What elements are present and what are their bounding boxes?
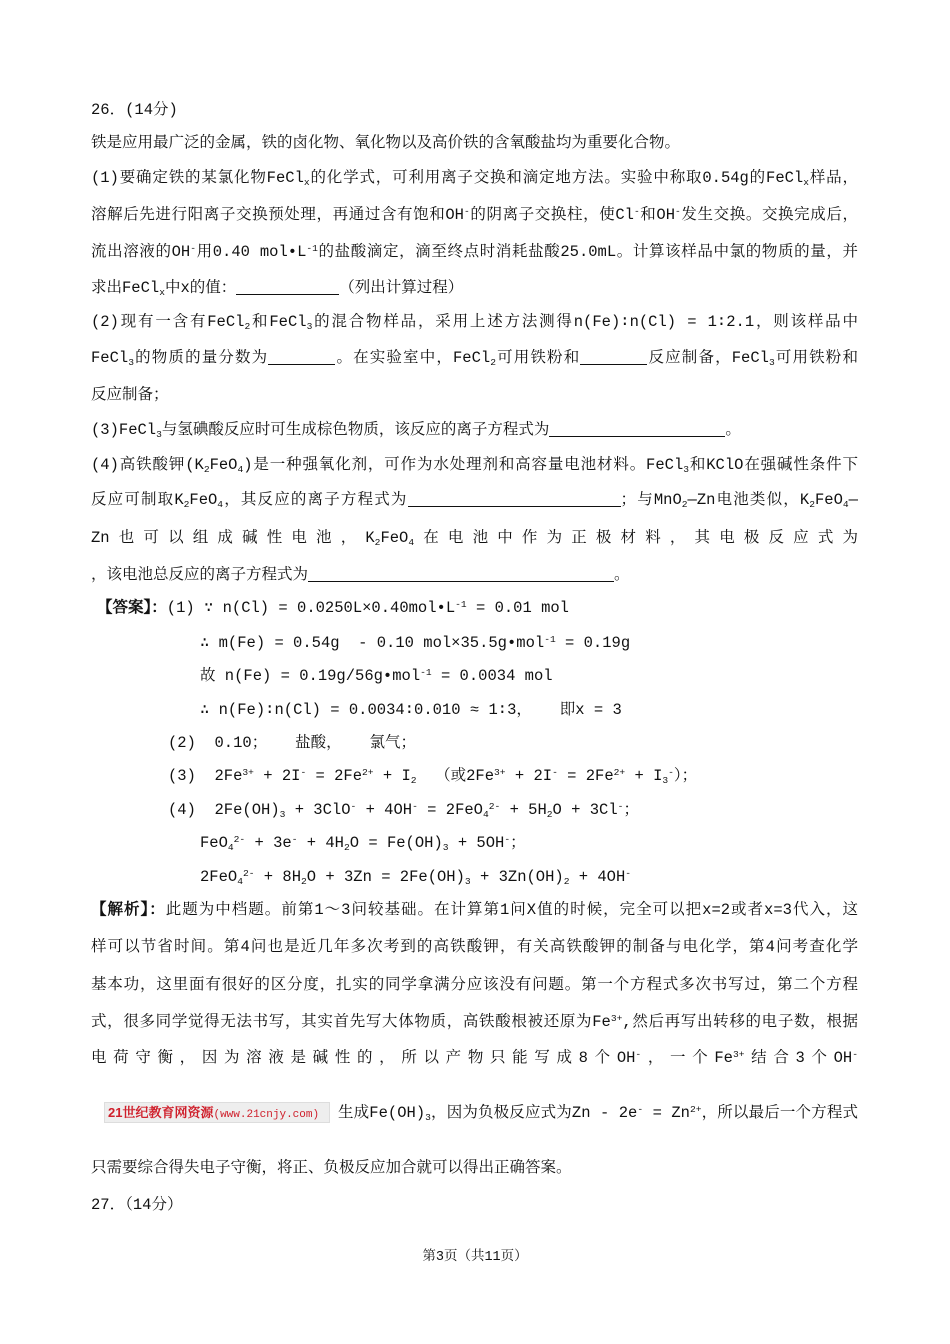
watermark-url: (www.21cnjy.com) <box>213 1109 320 1121</box>
text-run: + 2I <box>253 767 301 785</box>
subscript: 4 <box>237 464 244 476</box>
text-run: 求出FeCl <box>91 279 160 297</box>
watermark-logo <box>104 1102 330 1123</box>
subscript: 3 <box>156 429 162 441</box>
section-label: 【答案】： <box>97 599 167 617</box>
text-run: ； <box>510 834 526 852</box>
subscript: 2 <box>203 464 210 476</box>
text-run: = 0.0034 mol <box>431 667 553 685</box>
text-run: ，所以最后一个方程式 <box>701 1104 858 1122</box>
analysis-line-3 <box>91 973 858 997</box>
subscript: x <box>803 177 809 189</box>
superscript: 2+ <box>362 766 374 778</box>
text-run: (4) 2Fe(OH) <box>168 801 280 819</box>
q26-part2-line-1 <box>91 310 858 334</box>
text-run: 在电池中作为正极材料，其电极反应式为 <box>414 529 858 547</box>
subscript: 3 <box>464 876 471 888</box>
subscript: 2 <box>183 499 190 511</box>
answer-blank <box>549 421 725 438</box>
q26-part3-line <box>91 418 741 442</box>
text-run: 式，很多同学觉得无法书写，其实首先写大体物质，高铁酸根被还原为Fe <box>91 1013 611 1031</box>
text-run: = 2FeO <box>417 801 483 819</box>
text-run: + 2I <box>505 767 553 785</box>
q26-part2-line-3 <box>91 383 169 407</box>
text-run: + 3e <box>245 834 292 852</box>
subscript: 3 <box>306 321 313 333</box>
text-run: 样可以节省时间。第4问也是近几年多次考到的高铁酸钾，有关高铁酸钾的制备与电化学，第4问考查化学 <box>91 938 858 956</box>
superscript: -1 <box>420 666 432 678</box>
text-run: 样品， <box>809 169 858 187</box>
text-run: — <box>848 491 858 509</box>
subscript: 4 <box>227 842 234 854</box>
text-run: 的混合物样品，采用上述方法测得n(Fe)∶n(Cl) = 1∶2.1，则该样品中 <box>312 313 858 331</box>
superscript: - <box>633 205 640 217</box>
superscript: 2- <box>242 867 255 879</box>
text-run: —Zn电池类似，K <box>687 491 810 509</box>
superscript: - <box>852 1048 858 1060</box>
text-run: FeO <box>189 491 218 509</box>
answer-blank <box>408 491 621 508</box>
subscript: 3 <box>128 357 134 369</box>
superscript: - <box>190 242 196 254</box>
subscript: 3 <box>442 842 449 854</box>
answer-line-9 <box>200 865 631 889</box>
subscript: 4 <box>237 876 243 888</box>
superscript: 3+ <box>494 766 506 778</box>
answer-line-6 <box>168 764 697 788</box>
subscript: x <box>303 177 310 189</box>
text-run: 反应制备； <box>91 386 169 404</box>
text-run: + 4H <box>297 834 344 852</box>
text-run: 。在实验室中，FeCl <box>335 349 491 367</box>
answer-line-5 <box>168 731 416 755</box>
subscript: 2 <box>563 876 570 888</box>
text-run: 反应可制取K <box>91 491 184 509</box>
q26-intro: 铁是应用最广泛的金属，铁的卤化物、氧化物以及高价铁的含氧酸盐均为重要化合物。 <box>91 134 681 152</box>
text-run: ，其反应的离子方程式为 <box>223 491 408 509</box>
superscript: - <box>552 766 558 778</box>
text-run: O + 3Cl <box>552 801 618 819</box>
text-run: 此题为中档题。前第1～3问较基础。在计算第1问X值的时候，完全可以把x=2或者x=3代入，这 <box>165 901 858 919</box>
answer-line-3 <box>200 664 553 688</box>
q26-part1-line-2 <box>91 203 858 227</box>
text-run: O + 3Zn = 2Fe(OH) <box>306 868 465 886</box>
subscript: 2 <box>343 842 350 854</box>
subscript: 3 <box>662 775 669 787</box>
subscript: 3 <box>683 464 690 476</box>
text-run: ； <box>623 801 639 819</box>
q26-part4-line-3 <box>91 526 858 550</box>
text-run: 故 n(Fe) = 0.19g/56g•mol <box>200 667 421 685</box>
text-run: O = Fe(OH) <box>349 834 443 852</box>
text-run: = 0.01 mol <box>466 599 569 617</box>
superscript: -1 <box>455 598 467 610</box>
superscript: - <box>617 800 624 812</box>
text-run: （列出计算过程） <box>339 279 464 297</box>
subscript: 3 <box>279 809 286 821</box>
subscript: 2 <box>681 499 688 511</box>
q26-part4-line-2 <box>91 488 858 512</box>
text-run: ，因为负极反应式为Zn - 2e <box>430 1104 638 1122</box>
superscript: 2- <box>488 800 501 812</box>
text-run: (2)现有一含有FeCl <box>91 313 245 331</box>
text-run: 中x的值： <box>164 279 237 297</box>
text-run: FeO <box>200 834 228 852</box>
answer-blank <box>308 566 614 583</box>
q26-part4-line-4 <box>91 563 630 587</box>
text-run: 和OH <box>639 206 676 224</box>
text-run: = Zn <box>643 1104 690 1122</box>
subscript: 2 <box>244 321 251 333</box>
q26-part2-line-2 <box>91 346 858 370</box>
answer-line-4 <box>200 698 622 722</box>
text-run: （或2Fe <box>416 767 495 785</box>
text-run: 和KClO在强碱性条件下 <box>689 456 858 474</box>
answer-blank <box>580 349 647 366</box>
answer-blank <box>236 279 339 296</box>
text-run: 流出溶液的OH <box>91 243 191 261</box>
text-run: 与氢碘酸反应时可生成棕色物质，该反应的离子方程式为 <box>161 421 550 439</box>
subscript: x <box>159 287 165 299</box>
text-run: FeO <box>815 491 843 509</box>
text-run: 基本功，这里面有很好的区分度，扎实的同学拿满分应该没有问题。第一个方程式多次书写过，第二个方程 <box>91 976 858 994</box>
text-run: 的阴离子交换柱，使Cl <box>469 206 634 224</box>
text-run: Zn也可以组成碱性电池，K <box>91 529 375 547</box>
subscript: 2 <box>490 357 496 369</box>
text-run: 结合3个OH <box>744 1049 853 1067</box>
answer-blank <box>268 349 335 366</box>
subscript: 3 <box>425 1112 431 1124</box>
section-label: 【解析】： <box>91 901 166 919</box>
text-run: 。 <box>725 421 741 439</box>
text-run: FeCl <box>91 349 129 367</box>
superscript: 3+ <box>732 1048 745 1060</box>
text-run: 和FeCl <box>250 313 307 331</box>
text-run: 反应制备，FeCl <box>647 349 769 367</box>
text-run: FeO <box>380 529 409 547</box>
superscript: - <box>291 833 298 845</box>
superscript: - <box>668 766 674 778</box>
text-run: = 0.19g <box>555 634 631 652</box>
superscript: - <box>675 205 681 217</box>
text-run: (1) ∵ n(Cl) = 0.0250L×0.40mol•L <box>166 599 456 617</box>
analysis-line-1 <box>91 898 858 922</box>
text-run: ；与MnO <box>620 491 682 509</box>
text-run: (3) 2Fe <box>168 767 243 785</box>
text-run: FeO <box>209 456 238 474</box>
text-run: ）； <box>673 767 698 785</box>
subscript: 2 <box>374 537 381 549</box>
superscript: 3+ <box>242 766 254 778</box>
analysis-line-5 <box>91 1046 858 1070</box>
subscript: 4 <box>408 537 415 549</box>
superscript: - <box>625 867 632 879</box>
subscript: 4 <box>482 809 489 821</box>
superscript: - <box>635 1048 642 1060</box>
superscript: -1 <box>306 242 318 254</box>
text-run: 生成Fe(OH) <box>338 1104 426 1122</box>
text-run: + 4OH <box>569 868 626 886</box>
superscript: - <box>463 205 470 217</box>
text-run: ∴ n(Fe)∶n(Cl) = 0.0034∶0.010 ≈ 1∶3， 即x = 3 <box>200 701 622 719</box>
text-run: 溶解后先进行阳离子交换预处理，再通过含有饱和OH <box>91 206 464 224</box>
answer-line-8 <box>200 831 526 855</box>
watermark-brand: 21世纪教育网资源 <box>108 1105 214 1120</box>
text-run: )是一种强氧化剂，可作为水处理剂和高容量电池材料。FeCl <box>243 456 684 474</box>
subscript: 4 <box>217 499 224 511</box>
subscript: 4 <box>842 499 849 511</box>
text-run: (4)高铁酸钾(K <box>91 456 204 474</box>
text-run: + I <box>373 767 411 785</box>
superscript: 3+ <box>610 1012 623 1024</box>
superscript: - <box>412 800 418 812</box>
q26-part4-line-1 <box>91 453 858 477</box>
text-run: ，该电池总反应的离子方程式为 <box>91 566 309 584</box>
text-run: 只需要综合得失电子守衡，将正、负极反应加合就可以得出正确答案。 <box>91 1159 572 1177</box>
text-run: 可用铁粉和 <box>495 349 581 367</box>
text-run: + I <box>625 767 663 785</box>
superscript: - <box>350 800 357 812</box>
q26-part1-line-3 <box>91 240 858 264</box>
text-run: + 5H <box>500 801 547 819</box>
analysis-line-7 <box>91 1156 572 1180</box>
text-run: 2FeO <box>200 868 238 886</box>
superscript: - <box>300 766 307 778</box>
superscript: 2+ <box>689 1103 702 1115</box>
text-run: (2) 0.10； 盐酸， 氯气； <box>168 734 417 752</box>
text-run: (3)FeCl <box>91 421 157 439</box>
superscript: - <box>637 1103 644 1115</box>
answer-line-2 <box>200 631 630 655</box>
text-run: 的物质的量分数为 <box>133 349 269 367</box>
text-run: = 2Fe <box>306 767 363 785</box>
answer-line-7 <box>168 798 639 822</box>
text-run: 可用铁粉和 <box>774 349 858 367</box>
subscript: 3 <box>768 357 775 369</box>
superscript: 2+ <box>613 766 626 778</box>
text-run: 发生交换。交换完成后， <box>680 206 858 224</box>
text-run: ,然后再写出转移的电子数，根据 <box>622 1013 858 1031</box>
superscript: - <box>504 833 511 845</box>
text-run: + 4OH <box>356 801 413 819</box>
text-run: (1)要确定铁的某氯化物FeCl <box>91 169 304 187</box>
analysis-line-6 <box>338 1101 858 1125</box>
text-run: + 3ClO <box>285 801 351 819</box>
subscript: 2 <box>809 499 815 511</box>
text-run: 。 <box>614 566 630 584</box>
q26-part1-line-4 <box>91 276 463 300</box>
text-run: = 2Fe <box>557 767 614 785</box>
superscript: -1 <box>544 633 556 645</box>
text-run: + 8H <box>254 868 302 886</box>
q26-heading: 26．(14分) <box>91 101 178 119</box>
analysis-line-4 <box>91 1010 858 1034</box>
page-footer: 第3页（共11页） <box>422 1250 528 1265</box>
text-run: + 3Zn(OH) <box>470 868 564 886</box>
text-run: + 5OH <box>448 834 505 852</box>
text-run: 的盐酸滴定，滴至终点时消耗盐酸25.0mL。计算该样品中氯的物质的量，并 <box>317 243 859 261</box>
subscript: 2 <box>546 809 553 821</box>
q26-part1-line-1 <box>91 166 858 190</box>
analysis-line-2 <box>91 935 858 959</box>
text-run: ，一个Fe <box>641 1049 733 1067</box>
subscript: 2 <box>301 876 307 888</box>
text-run: ∴ m(Fe) = 0.54g - 0.10 mol×35.5g•mol <box>200 634 545 652</box>
text-run: 用0.40 mol•L <box>195 243 307 261</box>
text-run: 的化学式，可利用离子交换和滴定地方法。实验中称取0.54g的FeCl <box>309 169 804 187</box>
text-run: 电荷守衡，因为溶液是碱性的，所以产物只能写成8个OH <box>91 1049 636 1067</box>
q27-heading: 27．（14分） <box>91 1196 183 1214</box>
answer-line-1 <box>97 596 569 620</box>
subscript: 2 <box>410 775 417 787</box>
superscript: 2- <box>233 833 246 845</box>
